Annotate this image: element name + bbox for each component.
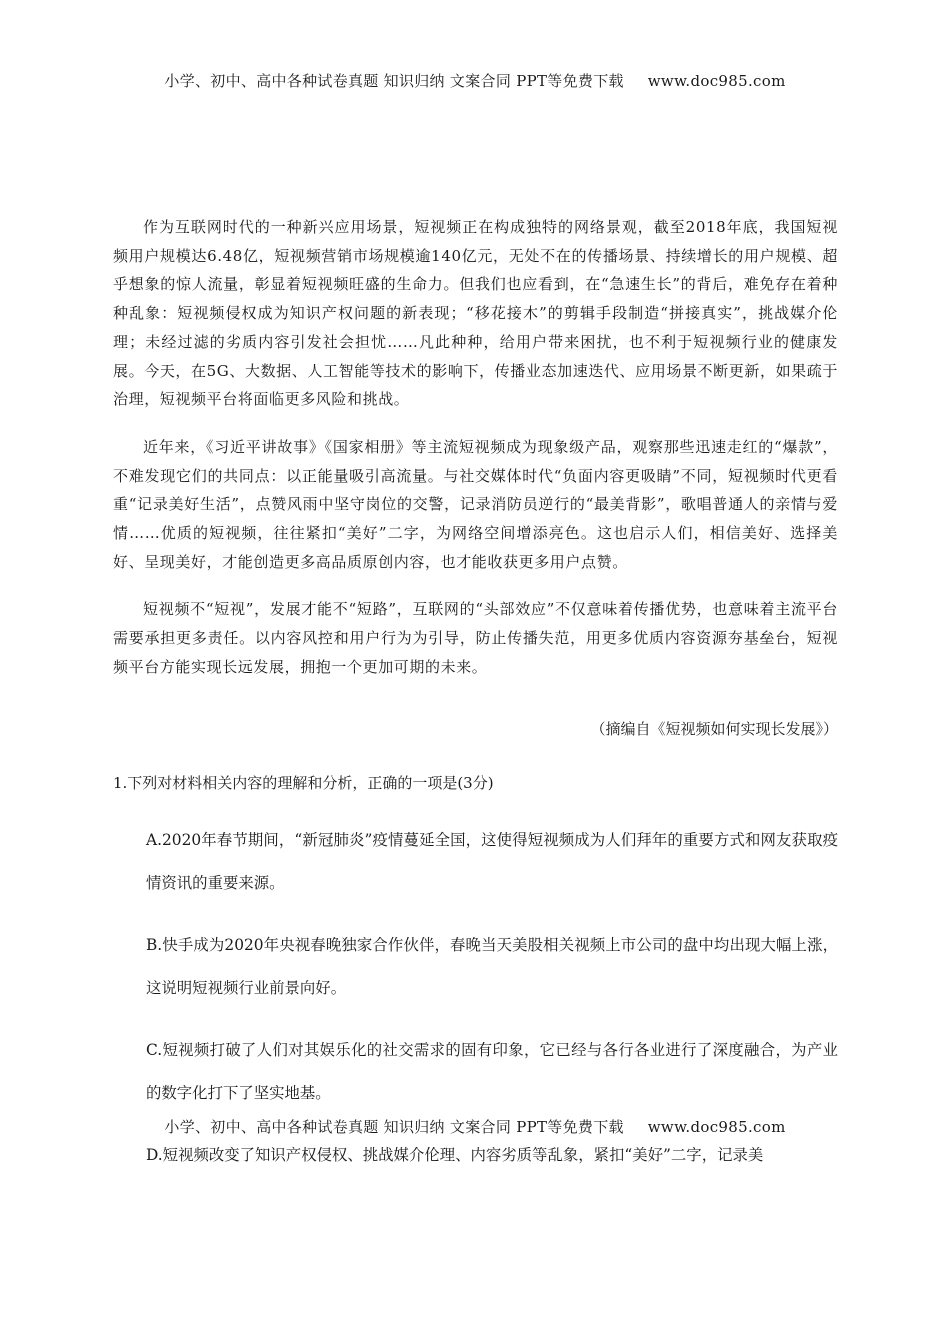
article-paragraph-2: 近年来，《习近平讲故事》《国家相册》等主流短视频成为现象级产品，观察那些迅速走红的“爆款”，不难发现它们的共同点：以正能量吸引高流量。与社交媒体时代“负面内容更吸睛”不同，短视频时代更看重“记录美好生活”，点赞风雨中坚守岗位的交警，记录消防员逆行的“最美背影”，歌唱普通人的亲情与爱情……优质的短视频，往往紧扣“美好”二字，为网络空间增添亮色。这也启示人们，相信美好、选择美好、呈现美好，才能创造更多高品质原创内容，也才能收获更多用户点赞。 (113, 437, 838, 571)
option-c: C.短视频打破了人们对其娱乐化的社交需求的固有印象，它已经与各行各业进行了深度融合，为产业的数字化打下了坚实地基。 (146, 1041, 838, 1102)
footer-text: 小学、初中、高中各种试卷真题 知识归纳 文案合同 PPT等免费下载 (164, 1118, 624, 1136)
article-paragraph-3: 短视频不“短视”，发展才能不“短路”，互联网的“头部效应”不仅意味着传播优势，也意味着主流平台需要承担更多责任。以内容风控和用户行为为引导，防止传播失范，用更多优质内容资源夯基垒台，短视频平台方能实现长远发展，拥抱一个更加可期的未来。 (113, 600, 838, 676)
page-footer (0, 1116, 950, 1137)
question-stem: 1.下列对材料相关内容的理解和分析，正确的一项是(3分) (113, 774, 494, 792)
page-header (0, 70, 950, 91)
article-source: （摘编自《短视频如何实现长发展》） (590, 720, 838, 738)
header-text: 小学、初中、高中各种试卷真题 知识归纳 文案合同 PPT等免费下载 (164, 72, 624, 90)
option-d: D.短视频改变了知识产权侵权、挑战媒介伦理、内容劣质等乱象，紧扣“美好”二字，记录美 (146, 1146, 764, 1164)
option-b: B.快手成为2020年央视春晚独家合作伙伴，春晚当天美股相关视频上市公司的盘中均出现大幅上涨，这说明短视频行业前景向好。 (146, 936, 838, 997)
article-paragraph-1: 作为互联网时代的一种新兴应用场景，短视频正在构成独特的网络景观，截至2018年底，我国短视频用户规模达6.48亿，短视频营销市场规模逾140亿元，无处不在的传播场景、持续增长的用户规模、超乎想象的惊人流量，彰显着短视频旺盛的生命力。但我们也应看到，在“急速生长”的背后，难免存在着种种乱象：短视频侵权成为知识产权问题的新表现；“移花接木”的剪辑手段制造“拼接真实”，挑战媒介伦理；未经过滤的劣质内容引发社会担忧……凡此种种，给用户带来困扰，也不利于短视频行业的健康发展。今天，在5G、大数据、人工智能等技术的影响下，传播业态加速迭代、应用场景不断更新，如果疏于治理，短视频平台将面临更多风险和挑战。 (113, 218, 838, 409)
footer-site-link[interactable]: www.doc985.com (647, 1118, 786, 1136)
header-site-link[interactable]: www.doc985.com (647, 72, 786, 90)
option-a: A.2020年春节期间，“新冠肺炎”疫情蔓延全国，这使得短视频成为人们拜年的重要方式和网友获取疫情资讯的重要来源。 (146, 831, 838, 892)
article (113, 213, 838, 701)
